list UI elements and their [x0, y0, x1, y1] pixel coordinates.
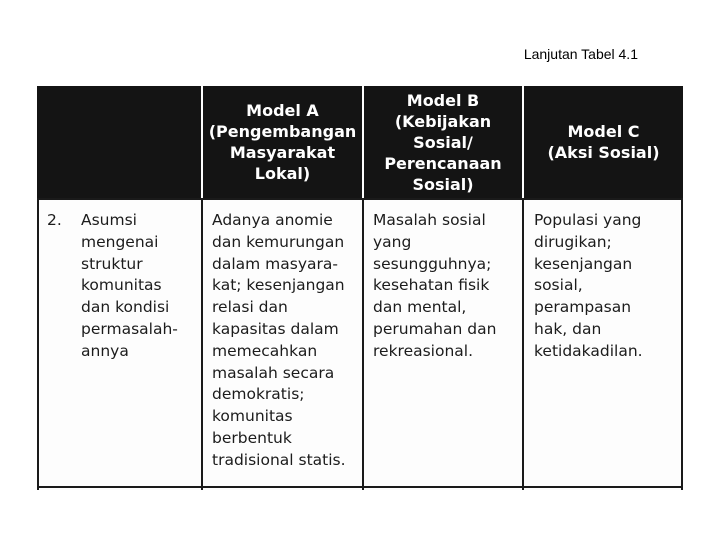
table-header [37, 86, 683, 198]
table-bottom-rule [37, 486, 683, 488]
header-bottom-rule [37, 198, 683, 200]
row-criterion: Asumsi mengenai struktur komunitas dan kondisi permasalah- annya [81, 211, 178, 360]
column-divider [362, 198, 364, 490]
header-cell-model-b: Model B (Kebijakan Sosial/ Perencanaan Sosial) [384, 90, 502, 194]
column-divider [37, 198, 39, 490]
header-cell-model-a: Model A (Pengembangan Masyarakat Lokal) [208, 101, 357, 183]
column-divider [681, 198, 683, 490]
row-number: 2. [47, 211, 62, 229]
row-model-b: Masalah sosial yang sesungguhnya; kesehatan fisik dan mental, perumahan dan rekreasional. [373, 211, 497, 360]
column-divider [201, 198, 203, 490]
column-divider [522, 198, 524, 490]
header-cell-model-c: Model C (Aksi Sosial) [547, 122, 660, 162]
comparison-table [37, 86, 683, 490]
row-model-c: Populasi yang dirugikan; kesenjangan sosial, perampasan hak, dan ketidakadilan. [534, 211, 643, 360]
header-cell-criterion [37, 86, 201, 198]
table-caption: Lanjutan Tabel 4.1 [523, 46, 638, 62]
row-model-a: Adanya anomie dan kemurungan dalam masyara- kat; kesenjangan relasi dan kapasitas dalam memecahkan masalah secara demokratis; komunitas berbentuk tradisional statis. [212, 211, 346, 469]
